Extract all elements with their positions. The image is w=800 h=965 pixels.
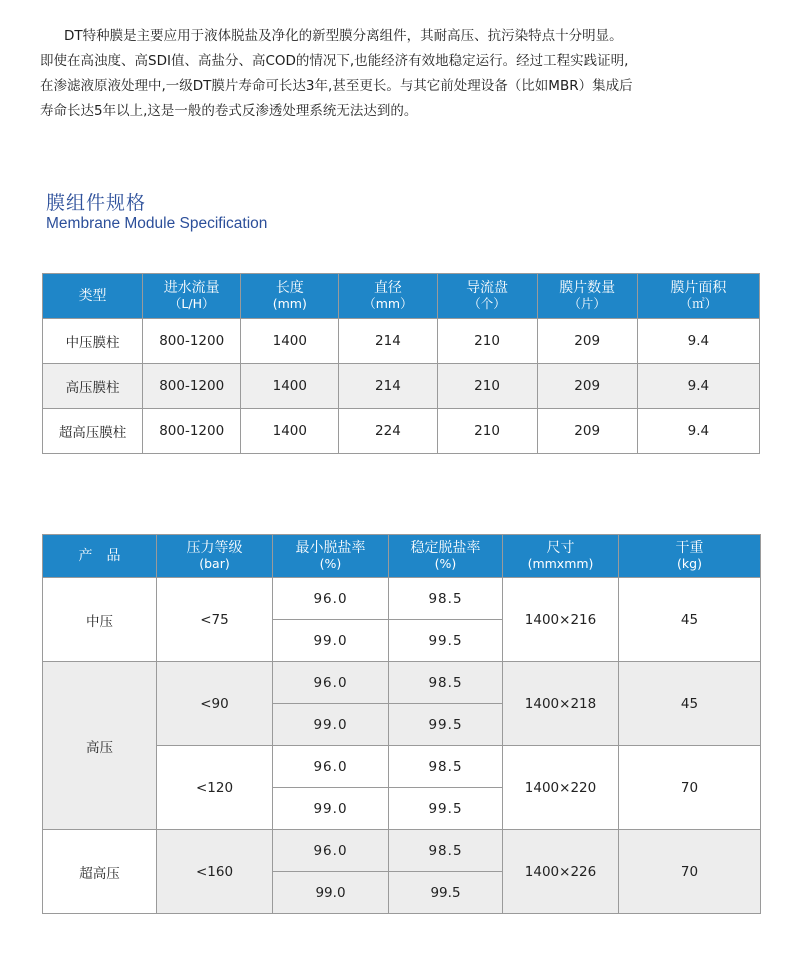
stable-rate-cell: 99.5 [389,704,503,746]
stable-rate-cell: 99.5 [389,620,503,662]
product-cell: 中压 [43,578,157,662]
weight-cell: 70 [619,746,761,830]
weight-cell: 70 [619,830,761,914]
min-rate-cell: 96.0 [273,830,389,872]
table-cell: 800-1200 [143,319,241,364]
table-cell: 210 [437,364,537,409]
pressure-cell: <90 [157,662,273,746]
table-cell: 209 [537,319,637,364]
stable-rate-cell: 98.5 [389,830,503,872]
header-cell: 产 品 [43,535,157,578]
header-cell: 干重 (kg) [619,535,761,578]
table-row [43,409,760,454]
table-cell: 210 [437,319,537,364]
intro-paragraph [40,24,780,124]
weight-cell: 45 [619,578,761,662]
stable-rate-cell: 98.5 [389,578,503,620]
min-rate-cell: 96.0 [273,662,389,704]
table-cell: 1400 [241,409,339,454]
table-cell: 1400 [241,364,339,409]
size-cell: 1400×220 [503,746,619,830]
table-cell: 9.4 [637,409,759,454]
min-rate-cell: 96.0 [273,578,389,620]
min-rate-cell: 99.0 [273,872,389,914]
header-cell: 进水流量 （L/H） [143,274,241,319]
table-cell: 214 [339,319,437,364]
intro-line: 在渗滤液原液处理中,一级DT膜片寿命可长达3年,甚至更长。与其它前处理设备（比如MBR）集成后 [40,78,633,94]
product-cell: 高压 [43,662,157,830]
intro-line: 即使在高浊度、高SDI值、高盐分、高COD的情况下,也能经济有效地稳定运行。经过工程实践证明, [40,53,629,69]
pressure-cell: <120 [157,746,273,830]
table-cell: 224 [339,409,437,454]
header-cell: 最小脱盐率 (%) [273,535,389,578]
table-row [43,364,760,409]
section-subtitle: Membrane Module Specification [46,215,268,232]
size-cell: 1400×218 [503,662,619,746]
table-cell: 超高压膜柱 [43,409,143,454]
stable-rate-cell: 99.5 [389,788,503,830]
table-cell: 209 [537,364,637,409]
min-rate-cell: 96.0 [273,746,389,788]
table-cell: 中压膜柱 [43,319,143,364]
product-cell: 超高压 [43,830,157,914]
size-cell: 1400×216 [503,578,619,662]
header-cell: 膜片面积 （㎡） [637,274,759,319]
stable-rate-cell: 98.5 [389,746,503,788]
table-cell: 209 [537,409,637,454]
header-cell: 压力等级 (bar) [157,535,273,578]
table-header-row [43,274,760,319]
header-cell: 类型 [43,274,143,319]
weight-cell: 45 [619,662,761,746]
min-rate-cell: 99.0 [273,788,389,830]
stable-rate-cell: 98.5 [389,662,503,704]
header-cell: 直径 （mm） [339,274,437,319]
table-row [43,319,760,364]
table-cell: 210 [437,409,537,454]
min-rate-cell: 99.0 [273,620,389,662]
header-cell: 膜片数量 （片） [537,274,637,319]
table-header-row [43,535,761,578]
pressure-cell: <75 [157,578,273,662]
table-cell: 800-1200 [143,364,241,409]
module-spec-table [42,273,760,454]
intro-line: DT特种膜是主要应用于液体脱盐及净化的新型膜分离组件，其耐高压、抗污染特点十分明显。 [64,28,623,44]
table-row [43,578,761,620]
min-rate-cell: 99.0 [273,704,389,746]
header-cell: 长度 (mm) [241,274,339,319]
size-cell: 1400×226 [503,830,619,914]
header-cell: 稳定脱盐率 (%) [389,535,503,578]
table-row [43,830,761,872]
product-spec-table [42,534,761,914]
table-cell: 1400 [241,319,339,364]
table-cell: 9.4 [637,364,759,409]
section-title: 膜组件规格 [46,192,147,214]
table-cell: 214 [339,364,437,409]
table-cell: 9.4 [637,319,759,364]
header-cell: 尺寸 (mmxmm) [503,535,619,578]
stable-rate-cell: 99.5 [389,872,503,914]
intro-line: 寿命长达5年以上,这是一般的卷式反渗透处理系统无法达到的。 [40,103,418,119]
table-cell: 800-1200 [143,409,241,454]
table-cell: 高压膜柱 [43,364,143,409]
table-row [43,662,761,704]
pressure-cell: <160 [157,830,273,914]
header-cell: 导流盘 （个） [437,274,537,319]
